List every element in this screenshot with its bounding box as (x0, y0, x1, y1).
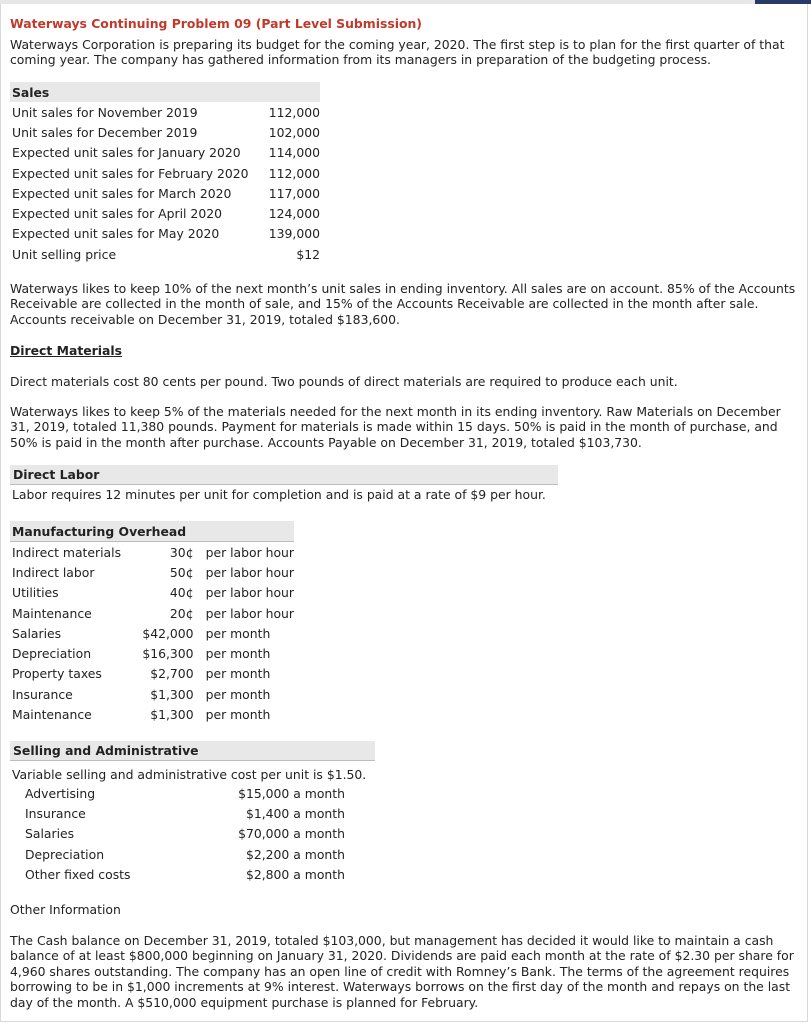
sales-label: Expected unit sales for January 2020 (12, 145, 241, 161)
selling-admin-value: $2,200 a month (245, 846, 345, 862)
overhead-unit: per labor hour (205, 564, 294, 580)
overhead-header: Manufacturing Overhead (10, 521, 294, 542)
table-row (10, 122, 320, 142)
sales-label: Expected unit sales for February 2020 (12, 165, 249, 181)
direct-labor-box (10, 465, 558, 505)
sales-label: Expected unit sales for March 2020 (12, 185, 232, 201)
selling-admin-value: $70,000 a month (238, 826, 345, 842)
direct-materials-p2: Waterways likes to keep 5% of the materials needed for the next month in its ending inventory. Raw Materials on December 31, 2019, totaled 11,380 pounds. Payment for materials is made within 15 days. 50% is paid in the month of purchase, and 50% is paid in the month after purchase. Accounts Payable on December 31, 2019, totaled $103,730. (10, 404, 781, 450)
overhead-label: Utilities (12, 585, 59, 601)
sales-label: Unit selling price (12, 246, 117, 262)
overhead-label: Indirect materials (12, 544, 122, 560)
table-row (25, 803, 345, 823)
sales-value: $12 (296, 246, 320, 262)
direct-labor-header: Direct Labor (10, 465, 558, 485)
other-info-text: The Cash balance on December 31, 2019, totaled $103,000, but management has decided it would like to maintain a cash balance of at least $800,000 beginning on January 31, 2020. Dividends are paid each month at the rate of $2.30 per share for 4,960 shares outstanding. The company has an open line of credit with Romney’s Bank. The terms of the agreement requires borrowing to be in $1,000 increments at 9% interest. Waterways borrows on the first day of the month and repays on the last day of the month. A $510,000 equipment purchase is planned for February. (10, 933, 794, 1010)
overhead-label: Maintenance (12, 707, 92, 723)
selling-admin-box (10, 741, 375, 761)
table-row (10, 143, 320, 163)
table-row (10, 643, 294, 663)
selling-admin-value: $1,400 a month (245, 805, 345, 821)
overhead-amount: 20¢ (169, 605, 194, 621)
table-row (25, 824, 345, 844)
overhead-amount: 30¢ (169, 544, 194, 560)
sales-label: Unit sales for December 2019 (12, 124, 198, 140)
table-row (10, 603, 294, 623)
selling-admin-value: $2,800 a month (245, 866, 345, 882)
table-row (10, 583, 294, 603)
problem-title: Waterways Continuing Problem 09 (Part Level Submission) (10, 16, 422, 31)
selling-admin-label: Advertising (25, 785, 96, 801)
table-row (10, 542, 294, 563)
overhead-label: Salaries (12, 625, 62, 641)
overhead-label: Maintenance (12, 605, 92, 621)
direct-materials-header: Direct Materials (10, 343, 122, 358)
sales-value: 114,000 (268, 145, 320, 161)
overhead-table (10, 521, 294, 725)
overhead-label: Property taxes (12, 666, 102, 682)
table-row (10, 664, 294, 684)
selling-admin-value: $15,000 a month (238, 785, 345, 801)
table-row (25, 783, 345, 803)
overhead-amount: 50¢ (169, 564, 194, 580)
selling-admin-header: Selling and Administrative (10, 741, 375, 761)
sales-label: Expected unit sales for April 2020 (12, 206, 222, 222)
overhead-amount: $42,000 (142, 625, 194, 641)
table-row (10, 704, 294, 724)
table-row (10, 562, 294, 582)
overhead-label: Indirect labor (12, 564, 95, 580)
overhead-amount: $16,300 (142, 646, 194, 662)
table-row (10, 183, 320, 203)
table-row (10, 163, 320, 183)
sales-value: 117,000 (268, 185, 320, 201)
table-row (10, 684, 294, 704)
overhead-amount: $1,300 (150, 707, 194, 723)
intro-paragraph: Waterways Corporation is preparing its budget for the coming year, 2020. The first step is to plan for the first quarter of that coming year. The company has gathered information from its managers in preparation of the budgeting process. (10, 37, 785, 68)
sales-value: 112,000 (268, 104, 320, 120)
sales-label: Expected unit sales for May 2020 (12, 226, 220, 242)
selling-admin-label: Salaries (25, 826, 75, 842)
overhead-amount: 40¢ (169, 585, 194, 601)
overhead-amount: $1,300 (150, 686, 194, 702)
table-row (10, 224, 320, 244)
overhead-unit: per month (205, 625, 271, 641)
overhead-unit: per month (205, 707, 271, 723)
overhead-label: Insurance (12, 686, 73, 702)
overhead-unit: per labor hour (205, 544, 294, 560)
sales-value: 112,000 (268, 165, 320, 181)
selling-admin-label: Other fixed costs (25, 866, 131, 882)
overhead-unit: per month (205, 666, 271, 682)
sales-value: 124,000 (268, 206, 320, 222)
overhead-unit: per labor hour (205, 585, 294, 601)
overhead-unit: per labor hour (205, 605, 294, 621)
table-row (10, 244, 320, 264)
sales-note: Waterways likes to keep 10% of the next month’s unit sales in ending inventory. All sales are on account. 85% of the Accounts Receivable are collected in the month of sale, and 15% of the Accounts Receivable are collected in the month after sale. Accounts receivable on December 31, 2019, totaled $183,600. (10, 281, 796, 327)
direct-labor-text: Labor requires 12 minutes per unit for completion and is paid at a rate of $9 per hour. (12, 487, 546, 502)
selling-admin-label: Depreciation (25, 846, 105, 862)
selling-admin-variable: Variable selling and administrative cost per unit is $1.50. (12, 767, 367, 782)
sales-value: 102,000 (268, 124, 320, 140)
selling-admin-table (25, 783, 345, 884)
sales-label: Unit sales for November 2019 (12, 104, 198, 120)
overhead-unit: per month (205, 686, 271, 702)
selling-admin-label: Insurance (25, 805, 86, 821)
sales-value: 139,000 (268, 226, 320, 242)
sales-table (10, 82, 320, 264)
sales-header: Sales (10, 82, 320, 102)
table-row (25, 864, 345, 884)
other-info-header: Other Information (10, 902, 121, 917)
overhead-unit: per month (205, 646, 271, 662)
overhead-label: Depreciation (12, 646, 92, 662)
direct-materials-p1: Direct materials cost 80 cents per pound. Two pounds of direct materials are required to produce each unit. (10, 374, 678, 389)
table-row (10, 203, 320, 223)
table-row (25, 844, 345, 864)
overhead-amount: $2,700 (150, 666, 194, 682)
table-row (10, 102, 320, 122)
table-row (10, 623, 294, 643)
